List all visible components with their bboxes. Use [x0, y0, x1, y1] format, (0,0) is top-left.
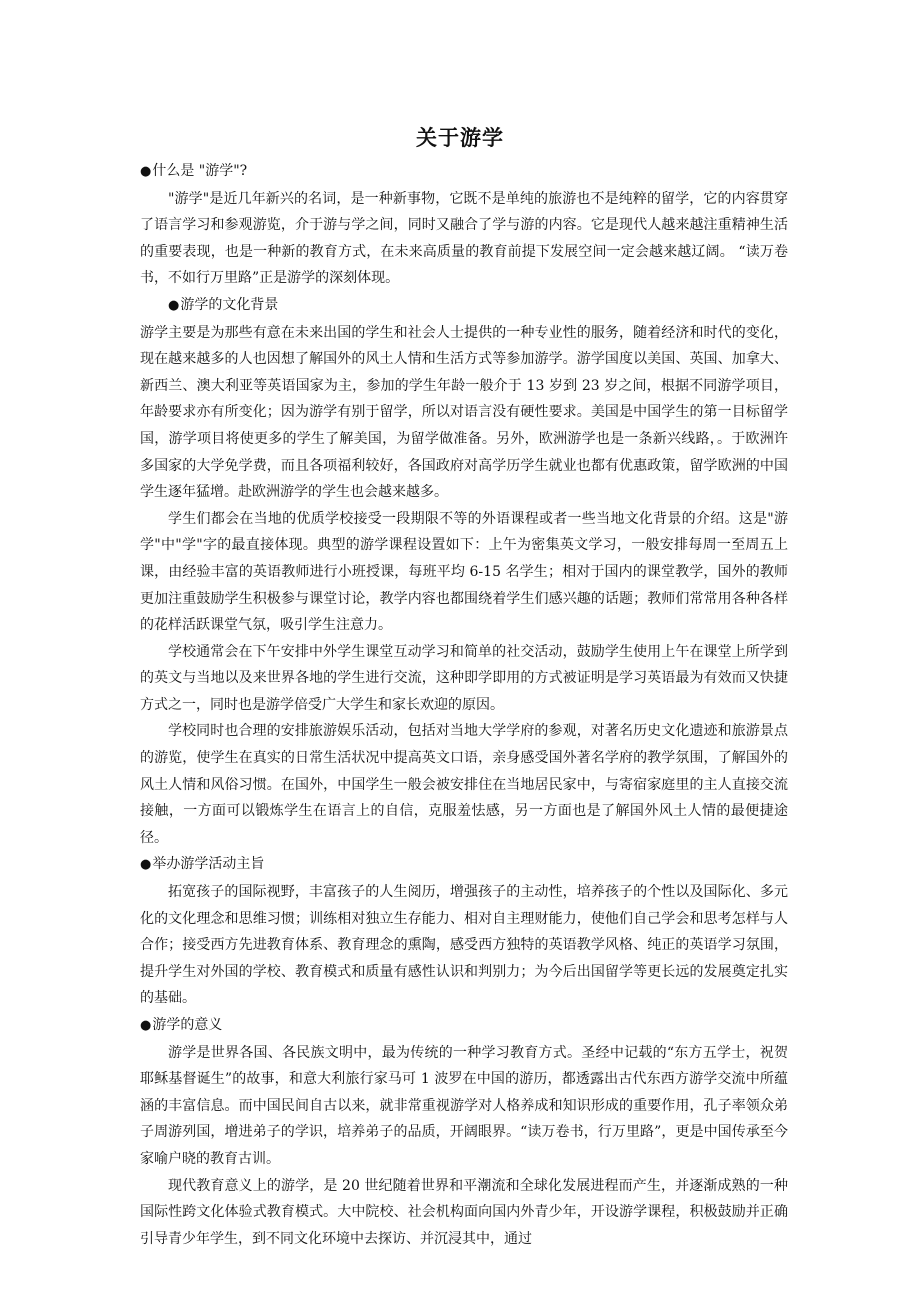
section-heading-text: 游学的文化背景 — [180, 296, 279, 313]
section-heading-text: 举办游学活动主旨 — [152, 856, 265, 873]
section-heading-text: 游学的意义 — [152, 1017, 223, 1033]
paragraph: 游学主要是为那些有意在未来出国的学生和社会人士提供的一种专业性的服务，随着经济和时代的变化，现在越来越多的人也因想了解国外的风土人情和生活方式等参加游学。游学国度以美国、英国、加拿大、新西兰、澳大利亚等英语国家为主，参加的学生年龄一般介于 13 岁到 23 岁之间，根据不同游学项目，年龄要求亦有所变化；因为游学有别于留学，所以对语言没有硬性要求。美国是中国学生的第一目标留学国，游学项目将使更多的学生了解美国，为留学做准备。另外，欧洲游学也是一条新兴线路，。于欧洲许多国家的大学免学费，而且各项福利较好，各国政府对高学历学生就业也都有优惠政策，留学欧洲的中国学生逐年猛增。赴欧洲游学的学生也会越来越多。 — [140, 324, 788, 501]
document-body — [140, 158, 788, 1252]
paragraph: 拓宽孩子的国际视野，丰富孩子的人生阅历，增强孩子的主动性，培养孩子的个性以及国际化、多元化的文化理念和思维习惯；训练相对独立生存能力、相对自主理财能力，使他们自己学会和思考怎样与人合作；接受西方先进教育体系、教育理念的熏陶，感受西方独特的英语教学风格、纯正的英语学习氛围，提升学生对外国的学校、教育模式和质量有感性认识和判别力；为今后出国留学等更长远的发展奠定扎实的基础。 — [140, 884, 788, 1007]
bullet-icon: ● — [140, 857, 152, 873]
section-heading-what-is — [140, 158, 788, 186]
paragraph: 学校同时也合理的安排旅游娱乐活动，包括对当地大学学府的参观，对著名历史文化遗迹和旅游景点的游览，使学生在真实的日常生活状况中提高英文口语，亲身感受国外著名学府的教学氛围，了解国外的风土人情和风俗习惯。在国外，中国学生一般会被安排住在当地居民家中，与寄宿家庭里的主人直接交流接触，一方面可以锻炼学生在语言上的自信，克服羞怯感，另一方面也是了解国外风土人情的最便捷途径。 — [140, 723, 788, 846]
paragraph: 学生们都会在当地的优质学校接受一段期限不等的外语课程或者一些当地文化背景的介绍。这是"游学"中"学"字的最直接体现。典型的游学课程设置如下：上午为密集英文学习，一般安排每周一至周五上课，由经验丰富的英语教师进行小班授课，每班平均 6-15 名学生；相对于国内的课堂教学，国外的教师更加注重鼓励学生积极参与课堂讨论，教学内容也都围绕着学生们感兴趣的话题；教师们常常用各种各样的花样活跃课堂气氛，吸引学生注意力。 — [140, 510, 788, 634]
section-heading-meaning — [140, 1012, 788, 1040]
bullet-icon: ● — [140, 1018, 152, 1033]
section-heading-culture — [140, 292, 788, 320]
bullet-icon: ● — [168, 297, 180, 313]
page-title: 关于游学 — [416, 126, 504, 150]
section-heading-purpose — [140, 851, 788, 879]
section-heading-text: 什么是 "游学"? — [152, 163, 248, 179]
bullet-icon: ● — [140, 164, 152, 179]
paragraph: 游学是世界各国、各民族文明中，最为传统的一种学习教育方式。圣经中记载的“东方五学士，祝贺耶稣基督诞生”的故事，和意大利旅行家马可 1 波罗在中国的游历，都透露出古代东西方游学交流中所蕴涵的丰富信息。而中国民间自古以来，就非常重视游学对人格养成和知识形成的重要作用，孔子率领众弟子周游列国，增进弟子的学识，培养弟子的品质，开阔眼界。“读万卷书，行万里路”，更是中国传承至今家喻户晓的教育古训。 — [140, 1044, 788, 1167]
paragraph: "游学"是近几年新兴的名词，是一种新事物，它既不是单纯的旅游也不是纯粹的留学，它的内容贯穿了语言学习和参观游览，介于游与学之间，同时又融合了学与游的内容。它是现代人越来越注重精神生活的重要表现，也是一种新的教育方式，在未来高质量的教育前提下发展空间一定会越来越辽阔。 “读万卷书，不如行万里路”正是游学的深刻体现。 — [140, 190, 788, 287]
paragraph: 现代教育意义上的游学，是 20 世纪随着世界和平潮流和全球化发展进程而产生，并逐渐成熟的一种国际性跨文化体验式教育模式。大中院校、社会机构面向国内外青少年，开设游学课程，积极鼓励并正确引导青少年学生，到不同文化环境中去探访、并沉浸其中，通过 — [140, 1177, 788, 1247]
paragraph: 学校通常会在下午安排中外学生课堂互动学习和简单的社交活动，鼓励学生使用上午在课堂上所学到的英文与当地以及来世界各地的学生进行交流，这种即学即用的方式被证明是学习英语最为有效而又快捷方式之一，同时也是游学倍受广大学生和家长欢迎的原因。 — [140, 643, 788, 713]
